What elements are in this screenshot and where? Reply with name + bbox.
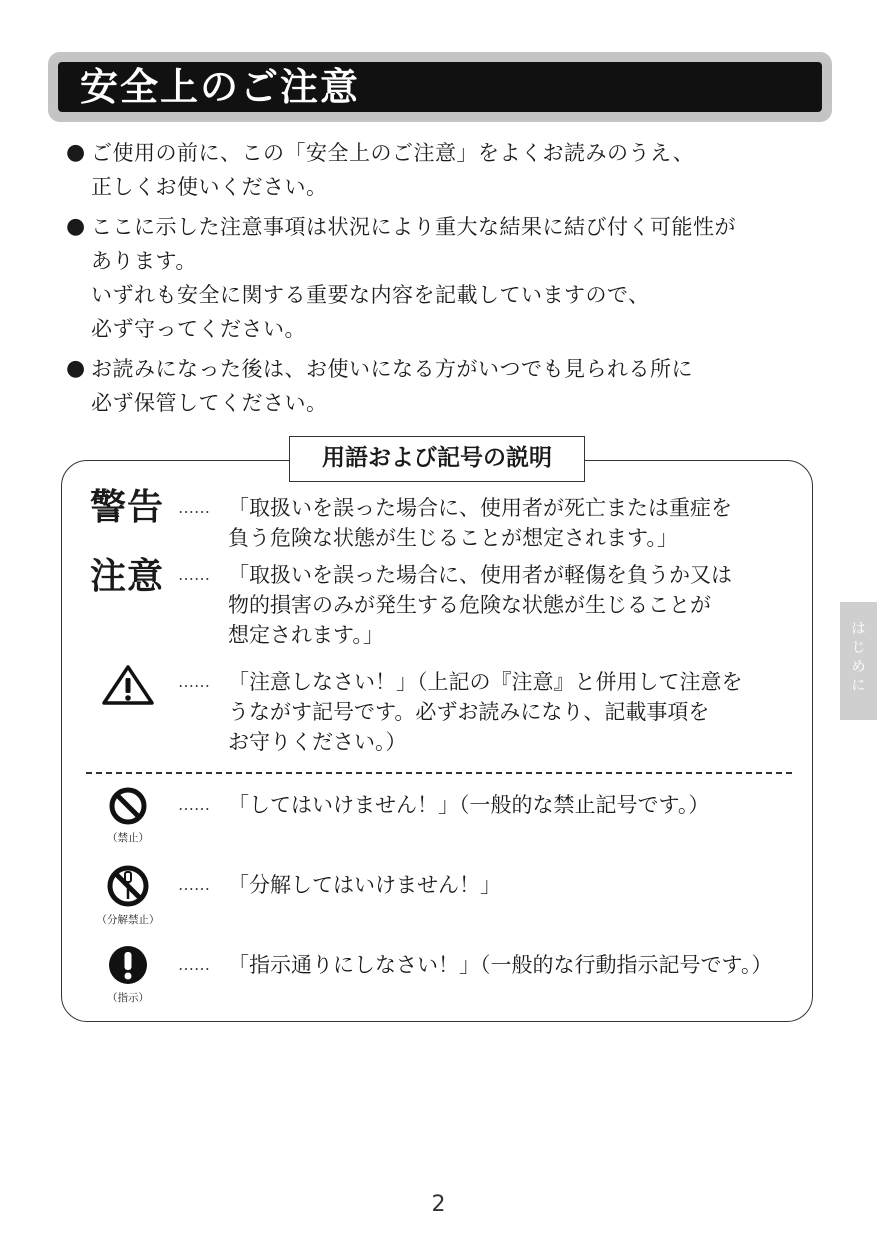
signal-warning-description <box>228 493 732 553</box>
instruction-description: 「指示通りにしなさい！」（一般的な行動指示記号です。） <box>228 953 773 977</box>
description-line: 想定されます。」 <box>228 623 384 647</box>
description-line: 負う危険な状態が生じることが想定されます。」 <box>228 526 678 550</box>
title-bar-frame <box>48 52 832 122</box>
bullet-line: 必ず守ってください。 <box>91 317 306 341</box>
side-tab-char: じ <box>851 640 866 656</box>
bullet-line: お読みになった後は、お使いになる方がいつでも見られる所に <box>91 357 693 381</box>
leader-dots: …… <box>178 498 210 517</box>
dashed-divider <box>86 772 792 774</box>
signal-word-warning: 警告 <box>90 487 165 528</box>
leader-dots: …… <box>178 875 210 894</box>
prohibition-description: 「してはいけません！」（一般的な禁止記号です。） <box>228 793 710 817</box>
warning-triangle-icon <box>90 664 166 710</box>
prohibition-icon <box>90 786 166 845</box>
caution-symbol-description <box>228 667 743 757</box>
page-number: 2 <box>431 1192 446 1217</box>
description-line: うながす記号です。必ずお読みになり、記載事項を <box>228 700 710 724</box>
leader-dots: …… <box>178 672 210 691</box>
no-disassembly-icon <box>90 864 166 927</box>
legend-title: 用語および記号の説明 <box>289 436 585 482</box>
safety-bullet-list <box>66 136 826 426</box>
side-tab-char: に <box>851 678 866 694</box>
bullet-mark: ● <box>66 356 86 381</box>
bullet-mark: ● <box>66 214 86 239</box>
side-tab-label <box>840 620 877 696</box>
instruction-icon <box>90 944 166 1005</box>
no-disassembly-description: 「分解してはいけません！」 <box>228 873 501 897</box>
bullet-line: あります。 <box>91 249 197 273</box>
description-line: 物的損害のみが発生する危険な状態が生じることが <box>228 593 711 617</box>
bullet-line: ここに示した注意事項は状況により重大な結果に結び付く可能性が <box>91 215 736 239</box>
description-line: 「注意しなさい！」（上記の『注意』と併用して注意を <box>228 670 743 694</box>
bullet-line: 正しくお使いください。 <box>91 175 328 199</box>
section-side-tab <box>840 602 877 720</box>
bullet-line: 必ず保管してください。 <box>91 391 328 415</box>
instruction-caption: （指示） <box>107 992 149 1004</box>
no-disassembly-caption: （分解禁止） <box>96 914 160 926</box>
bullet-item <box>66 352 826 420</box>
bullet-item <box>66 210 826 346</box>
signal-caution-description <box>228 560 732 650</box>
prohibition-caption: （禁止） <box>107 832 149 844</box>
description-line: 「取扱いを誤った場合に、使用者が軽傷を負うか又は <box>228 563 732 587</box>
bullet-line: ご使用の前に、この「安全上のご注意」をよくお読みのうえ、 <box>91 141 695 165</box>
side-tab-char: は <box>851 621 866 637</box>
page-title: 安全上のご注意 <box>80 65 361 109</box>
description-line: 「取扱いを誤った場合に、使用者が死亡または重症を <box>228 496 732 520</box>
bullet-item <box>66 136 826 204</box>
leader-dots: …… <box>178 565 210 584</box>
side-tab-char: め <box>851 659 866 675</box>
leader-dots: …… <box>178 955 210 974</box>
bullet-line: いずれも安全に関する重要な内容を記載していますので、 <box>91 283 650 307</box>
title-bar <box>58 62 822 112</box>
bullet-mark: ● <box>66 140 86 165</box>
description-line: お守りください。） <box>228 730 407 754</box>
leader-dots: …… <box>178 795 210 814</box>
signal-word-caution: 注意 <box>90 556 165 597</box>
